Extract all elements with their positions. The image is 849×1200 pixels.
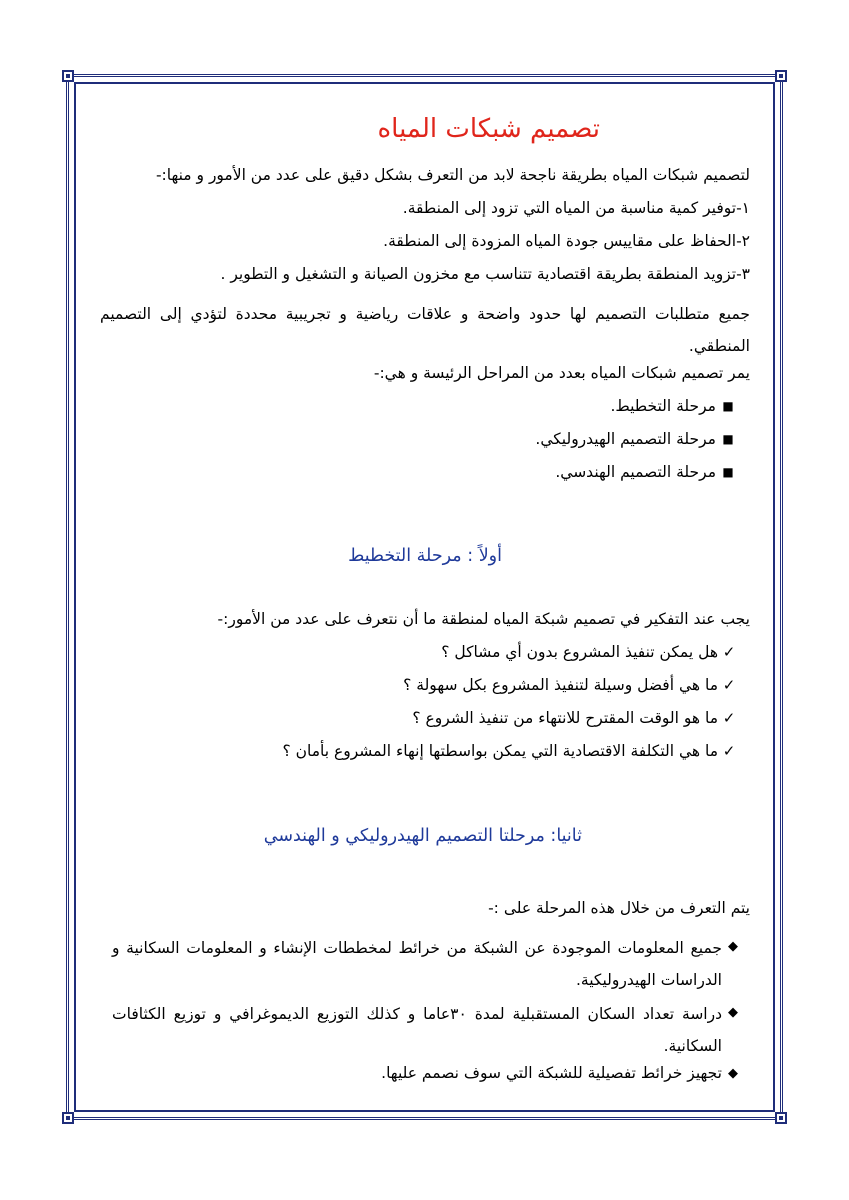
question-text: ما هي التكلفة الاقتصادية التي يمكن بواسطتها إنهاء المشروع بأمان ؟ <box>282 742 718 760</box>
question-item <box>282 742 740 760</box>
square-bullet-icon: ■ <box>722 465 734 479</box>
question-item <box>412 709 740 727</box>
section-heading-design: ثانيا: مرحلتا التصميم الهيدروليكي و الهندسي <box>263 826 582 846</box>
corner-ornament-icon <box>775 70 787 82</box>
checkmark-icon: ✓ <box>722 676 736 694</box>
design-text: تجهيز خرائط تفصيلية للشبكة التي سوف نصمم عليها. <box>381 1064 722 1082</box>
diamond-bullet-icon: ◆ <box>728 1065 738 1081</box>
planning-intro: يجب عند التفكير في تصميم شبكة المياه لمنطقة ما أن نتعرف على عدد من الأمور:- <box>217 610 750 628</box>
checkmark-icon: ✓ <box>722 643 736 661</box>
design-item <box>104 932 744 996</box>
square-bullet-icon: ■ <box>722 399 734 413</box>
diamond-bullet-icon: ◆ <box>728 939 738 954</box>
diamond-bullet-icon: ◆ <box>728 1005 738 1020</box>
question-text: ما هو الوقت المقترح للانتهاء من تنفيذ الشروع ؟ <box>412 709 718 727</box>
question-item <box>441 643 740 661</box>
numbered-item: ٢-الحفاظ على مقاييس جودة المياه المزودة إلى المنطقة. <box>383 232 750 250</box>
square-bullet-icon: ■ <box>722 432 734 446</box>
phase-list-item <box>535 430 740 448</box>
question-text: هل يمكن تنفيذ المشروع بدون أي مشاكل ؟ <box>441 643 718 661</box>
design-text: دراسة تعداد السكان المستقبلية لمدة ٣٠عاما و كذلك التوزيع الديموغرافي و توزيع الكثافات السكانية. <box>112 1005 723 1055</box>
corner-ornament-icon <box>775 1112 787 1124</box>
question-text: ما هي أفضل وسيلة لتنفيذ المشروع بكل سهولة ؟ <box>403 676 718 694</box>
phase-list-item <box>610 397 740 415</box>
numbered-item: ٣-تزويد المنطقة بطريقة اقتصادية تتناسب مع مخزون الصيانة و التشغيل و التطوير . <box>220 265 750 283</box>
requirements-paragraph: جميع متطلبات التصميم لها حدود واضحة و علاقات رياضية و تجريبية محددة لتؤدي إلى التصميم المنطقي. <box>100 305 750 355</box>
design-item <box>104 998 744 1062</box>
phases-intro: يمر تصميم شبكات المياه بعدد من المراحل الرئيسة و هي:- <box>373 364 750 382</box>
design-item <box>381 1064 744 1082</box>
numbered-item: ١-توفير كمية مناسبة من المياه التي تزود إلى المنطقة. <box>402 199 750 217</box>
intro-text: لتصميم شبكات المياه بطريقة ناجحة لابد من التعرف بشكل دقيق على عدد من الأمور و منها:- <box>155 166 750 184</box>
page-title: تصميم شبكات المياه <box>377 114 600 144</box>
question-item <box>403 676 740 694</box>
section-heading-planning: أولاً : مرحلة التخطيط <box>348 546 502 566</box>
phase-label: مرحلة التخطيط. <box>610 397 716 415</box>
phase-label: مرحلة التصميم الهندسي. <box>555 463 716 481</box>
checkmark-icon: ✓ <box>722 742 736 760</box>
phase-label: مرحلة التصميم الهيدروليكي. <box>535 430 716 448</box>
design-text: جميع المعلومات الموجودة عن الشبكة من خرائط لمخططات الإنشاء و المعلومات السكانية و الدراسات الهيدروليكية. <box>112 939 722 989</box>
corner-ornament-icon <box>62 70 74 82</box>
checkmark-icon: ✓ <box>722 709 736 727</box>
corner-ornament-icon <box>62 1112 74 1124</box>
phase-list-item <box>555 463 740 481</box>
design-intro: يتم التعرف من خلال هذه المرحلة على :- <box>488 899 750 917</box>
